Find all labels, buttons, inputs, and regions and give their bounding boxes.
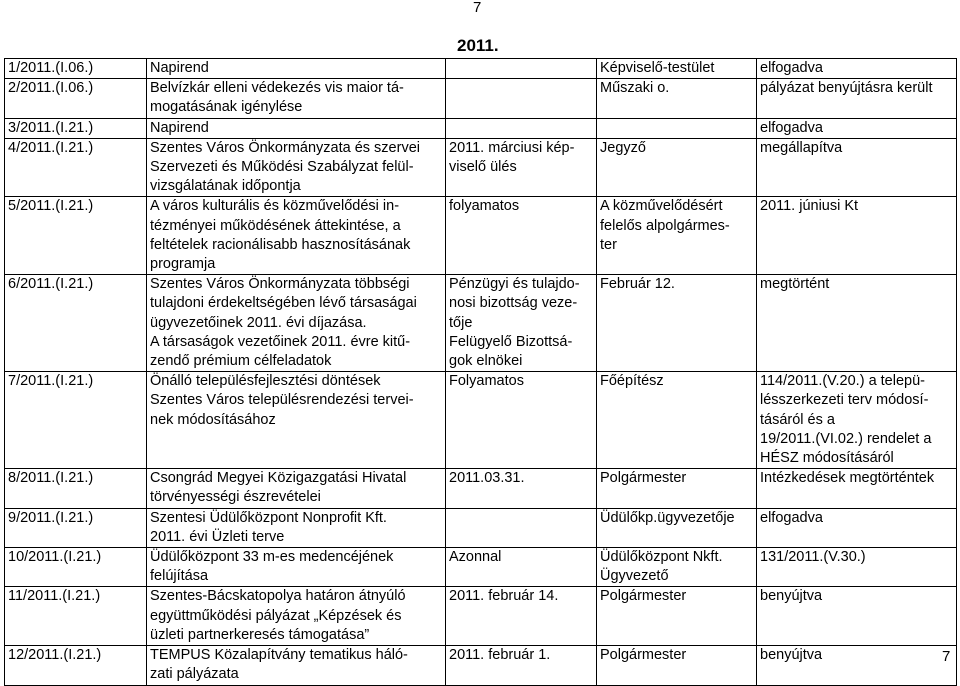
resolution-deadline: 2011. márciusi kép- viselő ülés bbox=[446, 138, 597, 197]
resolution-deadline: Folyamatos bbox=[446, 372, 597, 469]
resolution-status: benyújtva bbox=[757, 646, 957, 685]
resolution-id: 12/2011.(I.21.) bbox=[5, 646, 147, 685]
resolution-responsible: Műszaki o. bbox=[597, 79, 757, 118]
table-row bbox=[5, 118, 957, 138]
table-row bbox=[5, 469, 957, 508]
resolution-id: 4/2011.(I.21.) bbox=[5, 138, 147, 197]
resolution-id: 8/2011.(I.21.) bbox=[5, 469, 147, 508]
table-row bbox=[5, 508, 957, 547]
resolution-id: 10/2011.(I.21.) bbox=[5, 548, 147, 587]
resolution-subject: TEMPUS Közalapítvány tematikus háló- zati pályázata bbox=[147, 646, 446, 685]
resolution-responsible: Képviselő-testület bbox=[597, 59, 757, 79]
resolution-responsible: Polgármester bbox=[597, 646, 757, 685]
resolution-subject: Szentes-Bácskatopolya határon átnyúló együttműködési pályázat „Képzések és üzleti partnerkeresés támogatása” bbox=[147, 587, 446, 646]
resolution-deadline: Pénzügyi és tulajdo- nosi bizottság veze- tője Felügyelő Bizottsá- gok elnökei bbox=[446, 275, 597, 372]
resolutions-table bbox=[4, 58, 957, 686]
table-row bbox=[5, 138, 957, 197]
resolution-deadline: Azonnal bbox=[446, 548, 597, 587]
page-number-bottom: 7 bbox=[942, 648, 951, 665]
resolution-subject: Üdülőközpont 33 m-es medencéjének felújítása bbox=[147, 548, 446, 587]
resolution-id: 11/2011.(I.21.) bbox=[5, 587, 147, 646]
resolution-id: 6/2011.(I.21.) bbox=[5, 275, 147, 372]
resolution-responsible: A közművelődésért felelős alpolgármes- ter bbox=[597, 197, 757, 275]
resolution-responsible: Üdülőkp.ügyvezetője bbox=[597, 508, 757, 547]
resolution-deadline bbox=[446, 118, 597, 138]
resolution-responsible bbox=[597, 118, 757, 138]
table-row bbox=[5, 79, 957, 118]
resolution-subject: Csongrád Megyei Közigazgatási Hivatal törvényességi észrevételei bbox=[147, 469, 446, 508]
resolution-responsible: Jegyző bbox=[597, 138, 757, 197]
resolution-subject: Önálló településfejlesztési döntések Szentes Város településrendezési tervei- nek módosításához bbox=[147, 372, 446, 469]
table-row bbox=[5, 59, 957, 79]
resolution-deadline: 2011. február 14. bbox=[446, 587, 597, 646]
resolution-subject: A város kulturális és közművelődési in- tézményei működésének áttekintése, a feltételek racionálisabb hasznosításának programja bbox=[147, 197, 446, 275]
resolution-subject: Szentes Város Önkormányzata és szervei Szervezeti és Működési Szabályzat felül- vizsgálatának időpontja bbox=[147, 138, 446, 197]
resolution-deadline bbox=[446, 508, 597, 547]
resolution-id: 1/2011.(I.06.) bbox=[5, 59, 147, 79]
resolution-subject: Belvízkár elleni védekezés vis maior tá- mogatásának igénylése bbox=[147, 79, 446, 118]
resolution-status: benyújtva bbox=[757, 587, 957, 646]
table-row bbox=[5, 587, 957, 646]
table-row bbox=[5, 275, 957, 372]
resolution-responsible: Főépítész bbox=[597, 372, 757, 469]
table-row bbox=[5, 197, 957, 275]
resolution-id: 3/2011.(I.21.) bbox=[5, 118, 147, 138]
resolution-status: pályázat benyújtásra került bbox=[757, 79, 957, 118]
resolution-subject: Szentesi Üdülőközpont Nonprofit Kft. 2011. évi Üzleti terve bbox=[147, 508, 446, 547]
resolution-status: megtörtént bbox=[757, 275, 957, 372]
resolution-responsible: Február 12. bbox=[597, 275, 757, 372]
resolution-status: 114/2011.(V.20.) a telepü- lésszerkezeti terv módosí- tásáról és a 19/2011.(VI.02.) rendelet a HÉSZ módosításáról bbox=[757, 372, 957, 469]
resolution-responsible: Polgármester bbox=[597, 587, 757, 646]
table-row bbox=[5, 372, 957, 469]
year-heading: 2011. bbox=[457, 36, 499, 55]
resolution-id: 7/2011.(I.21.) bbox=[5, 372, 147, 469]
resolution-subject: Szentes Város Önkormányzata többségi tulajdoni érdekeltségében lévő társaságai ügyvezetőinek 2011. évi díjazása. A társaságok vezetőinek 2011. évre kitű- zendő prémium célfeladatok bbox=[147, 275, 446, 372]
resolution-status: megállapítva bbox=[757, 138, 957, 197]
resolution-deadline bbox=[446, 59, 597, 79]
resolution-responsible: Üdülőközpont Nkft. Ügyvezető bbox=[597, 548, 757, 587]
resolution-deadline: 2011.03.31. bbox=[446, 469, 597, 508]
resolution-status: Intézkedések megtörténtek bbox=[757, 469, 957, 508]
resolution-status: elfogadva bbox=[757, 59, 957, 79]
resolution-status: 131/2011.(V.30.) bbox=[757, 548, 957, 587]
table-row bbox=[5, 646, 957, 685]
resolution-id: 5/2011.(I.21.) bbox=[5, 197, 147, 275]
resolution-deadline: 2011. február 1. bbox=[446, 646, 597, 685]
page-number-top: 7 bbox=[473, 0, 482, 16]
resolution-id: 2/2011.(I.06.) bbox=[5, 79, 147, 118]
table-row bbox=[5, 548, 957, 587]
resolution-subject: Napirend bbox=[147, 118, 446, 138]
resolution-deadline: folyamatos bbox=[446, 197, 597, 275]
resolution-deadline bbox=[446, 79, 597, 118]
resolution-status: elfogadva bbox=[757, 118, 957, 138]
resolution-status: elfogadva bbox=[757, 508, 957, 547]
resolution-id: 9/2011.(I.21.) bbox=[5, 508, 147, 547]
resolution-responsible: Polgármester bbox=[597, 469, 757, 508]
resolution-status: 2011. júniusi Kt bbox=[757, 197, 957, 275]
resolution-subject: Napirend bbox=[147, 59, 446, 79]
